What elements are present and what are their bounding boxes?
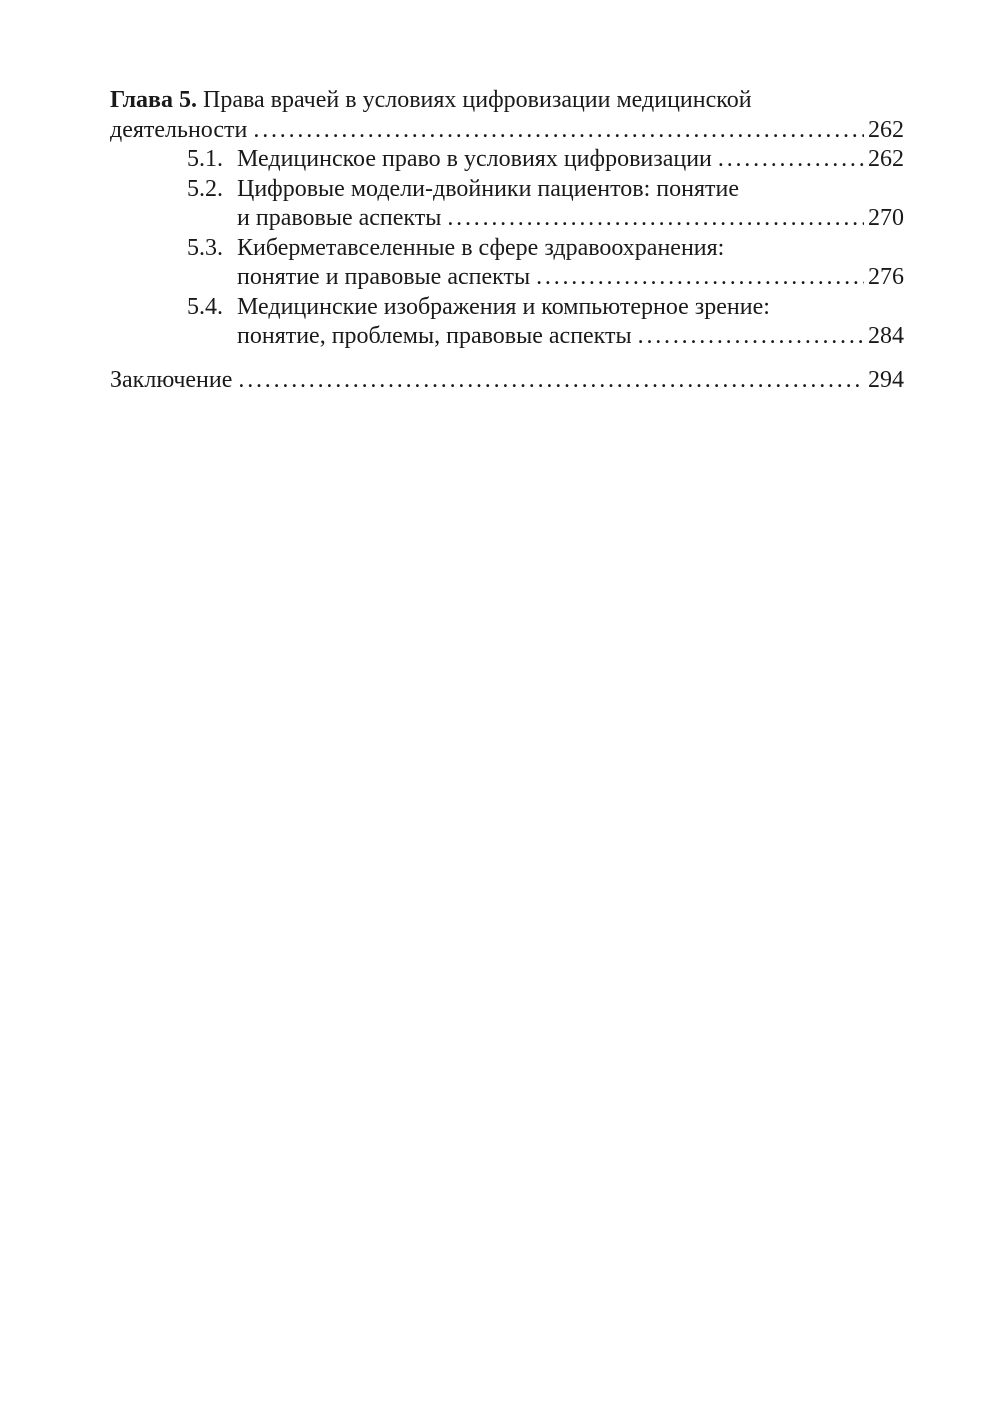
page-number: 262: [868, 116, 904, 143]
section-title-cont: понятие и правовые аспекты: [237, 264, 531, 290]
toc-section-5-3[interactable]: [110, 234, 904, 293]
dot-leader: [718, 145, 864, 175]
section-line-cont: [110, 204, 904, 234]
table-of-contents: [110, 86, 904, 395]
toc-section-5-1[interactable]: [110, 145, 904, 175]
section-title: Медицинское право в условиях цифровизации: [237, 146, 712, 172]
toc-section-5-2[interactable]: [110, 175, 904, 234]
section-line: [110, 175, 904, 205]
section-line: [110, 293, 904, 323]
conclusion-line: [110, 366, 904, 396]
section-title-cont: понятие, проблемы, правовые аспекты: [237, 323, 632, 349]
page-number: 294: [868, 366, 904, 393]
chapter-title-line1: [110, 86, 904, 116]
section-number: 5.4.: [187, 293, 223, 320]
dot-leader: [238, 366, 864, 396]
toc-section-5-4[interactable]: [110, 293, 904, 352]
section-line: [110, 145, 904, 175]
section-line: [110, 234, 904, 264]
dot-leader: [638, 322, 864, 352]
section-line-cont: [110, 322, 904, 352]
chapter-title-cont: деятельности: [110, 116, 248, 143]
section-line-cont: [110, 263, 904, 293]
page-number: 284: [868, 323, 904, 349]
page-number: 270: [868, 205, 904, 231]
section-number: 5.2.: [187, 175, 223, 202]
section-title: Медицинские изображения и компьютерное зрение:: [237, 293, 770, 320]
section-title: Киберметавселенные в сфере здравоохранения:: [237, 234, 725, 261]
section-number: 5.1.: [187, 146, 223, 172]
dot-leader: [536, 263, 864, 293]
conclusion-title: Заключение: [110, 366, 233, 393]
toc-chapter-5[interactable]: [110, 86, 904, 145]
section-number: 5.3.: [187, 234, 223, 261]
page-number: 262: [868, 146, 904, 172]
dot-leader: [253, 116, 864, 146]
section-title: Цифровые модели-двойники пациентов: понятие: [237, 175, 739, 202]
toc-conclusion[interactable]: [110, 366, 904, 396]
chapter-label: Глава 5.: [110, 87, 197, 113]
page-number: 276: [868, 264, 904, 290]
dot-leader: [447, 204, 864, 234]
section-title-cont: и правовые аспекты: [237, 205, 442, 231]
chapter-title: Права врачей в условиях цифровизации медицинской: [203, 87, 752, 113]
chapter-title-line2: [110, 116, 904, 146]
